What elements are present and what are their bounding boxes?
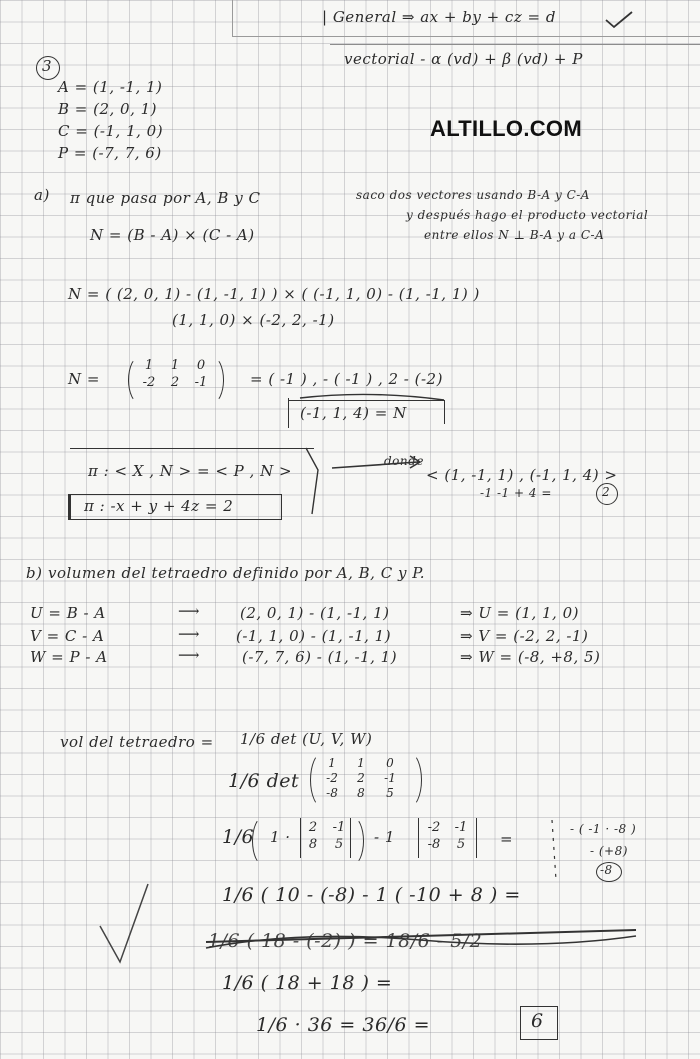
det-cell: -2 (326, 771, 338, 785)
matrix-n-cell: -2 (142, 375, 156, 390)
matrix-n-cell: 1 (144, 358, 154, 373)
normal-vector: (-1, 1, 4) = N (300, 404, 407, 422)
det-cell: 2 (357, 771, 365, 785)
arrow-icon (332, 462, 418, 468)
det-cell: 5 (386, 786, 394, 800)
plane-answer: π : -x + y + 4z = 2 (84, 497, 234, 515)
eval-line-2: -1 -1 + 4 = (480, 486, 552, 500)
vector-w-rhs: (-7, 7, 6) - (1, -1, 1) (242, 648, 398, 666)
det-cell: 1 (357, 756, 365, 770)
expansion-equals: = (500, 830, 514, 848)
det-cell: 8 (357, 786, 365, 800)
cross-step-2: (1, 1, 0) × (-2, 2, -1) (172, 311, 335, 329)
part-a-note-2: y después hago el producto vectorial (406, 208, 649, 222)
header-check-icon (606, 12, 632, 27)
underline-stroke (300, 394, 444, 400)
side-calc-2: - (+8) (590, 844, 628, 858)
side-calc-divider (552, 820, 556, 880)
det-prefix: 1/6 det (228, 770, 300, 792)
point-b: B = (2, 0, 1) (58, 100, 158, 118)
crossed-line: 1/6 ( 18 - (-2) ) = 18/6 - 5/2 (208, 930, 483, 952)
minor-1-cell: 8 (308, 837, 318, 852)
vector-w-arrow: ⟶ (178, 646, 201, 664)
minor-2-cell: 5 (456, 837, 466, 852)
vector-v-rhs: (-1, 1, 0) - (1, -1, 1) (236, 627, 392, 645)
problem-number: 3 (42, 57, 53, 75)
matrix-n-lhs: N = (68, 370, 100, 388)
vector-v-result: ⇒ V = (-2, 2, -1) (460, 627, 589, 645)
det-cell: 0 (386, 756, 394, 770)
point-c: C = (-1, 1, 0) (58, 122, 164, 140)
vector-u-arrow: ⟶ (178, 602, 201, 620)
cross-step-1: N = ( (2, 0, 1) - (1, -1, 1) ) × ( (-1, 1, 0) - (1, -1, 1) ) (68, 285, 480, 303)
vector-u-rhs: (2, 0, 1) - (1, -1, 1) (240, 604, 390, 622)
minor-2-cell: -8 (427, 837, 441, 852)
vector-v-lhs: V = C - A (30, 627, 105, 645)
sum-line: 1/6 ( 18 + 18 ) = (222, 972, 393, 994)
eval-result: 2 (602, 485, 611, 499)
volume-formula: 1/6 det (U, V, W) (240, 730, 373, 748)
part-b-heading: volumen del tetraedro definido por A, B, C y P. (48, 564, 426, 582)
eval-line-1: < (1, -1, 1) , (-1, 1, 4) > (426, 466, 618, 484)
bracket-stroke (306, 448, 318, 514)
part-a-note-3: entre ellos N ⊥ B-A y a C-A (424, 228, 605, 242)
expansion-prefix: 1/6 (222, 826, 255, 848)
matrix-n-cell: -1 (194, 375, 208, 390)
header-vectorial: vectorial - α (vd) + β (vd) + P (344, 50, 583, 68)
point-p: P = (-7, 7, 6) (58, 144, 162, 162)
det-cell: -1 (384, 771, 396, 785)
minor-1-cell: 2 (308, 820, 318, 835)
matrix-n-cell: 0 (196, 358, 206, 373)
plane-equation: π : < X , N > = < P , N > (88, 462, 293, 480)
simplify-line: 1/6 ( 10 - (-8) - 1 ( -10 + 8 ) = (222, 884, 521, 906)
det-cell: 1 (328, 756, 336, 770)
expansion-coef-a: 1 · (270, 828, 291, 846)
big-check-icon (100, 884, 148, 962)
matrix-n-cell: 2 (170, 375, 180, 390)
minor-1-cell: -1 (332, 820, 346, 835)
volume-answer: 6 (531, 1010, 544, 1032)
det-cell: -8 (326, 786, 338, 800)
vector-w-lhs: W = P - A (30, 648, 108, 666)
final-line: 1/6 · 36 = 36/6 = (256, 1014, 430, 1036)
watermark: ALTILLO.COM (430, 116, 582, 141)
header-general: | General ⇒ ax + by + cz = d (322, 8, 556, 26)
side-calc-3: -8 (600, 863, 613, 877)
cross-result: = ( -1 ) , - ( -1 ) , 2 - (-2) (250, 370, 443, 388)
side-calc-1: - ( -1 · -8 ) (570, 822, 637, 836)
arrow-label: donde (384, 454, 424, 468)
volume-label: vol del tetraedro = (60, 733, 214, 751)
minor-2-cell: -2 (427, 820, 441, 835)
matrix-n-cell: 1 (170, 358, 180, 373)
expansion-coef-b: - 1 (374, 828, 395, 846)
point-a: A = (1, -1, 1) (58, 78, 163, 96)
strike-line-2 (206, 936, 636, 948)
minor-2-cell: -1 (454, 820, 468, 835)
vector-u-lhs: U = B - A (30, 604, 106, 622)
part-a-note-1: saco dos vectores usando B-A y C-A (356, 188, 590, 202)
vector-v-arrow: ⟶ (178, 625, 201, 643)
part-b-label: b) (26, 564, 43, 582)
vector-u-result: ⇒ U = (1, 1, 0) (460, 604, 579, 622)
normal-formula: N = (B - A) × (C - A) (90, 226, 255, 244)
minor-1-cell: 5 (334, 837, 344, 852)
part-a-label: a) (34, 186, 50, 204)
part-a-heading: π que pasa por A, B y C (70, 189, 261, 207)
vector-w-result: ⇒ W = (-8, +8, 5) (460, 648, 601, 666)
